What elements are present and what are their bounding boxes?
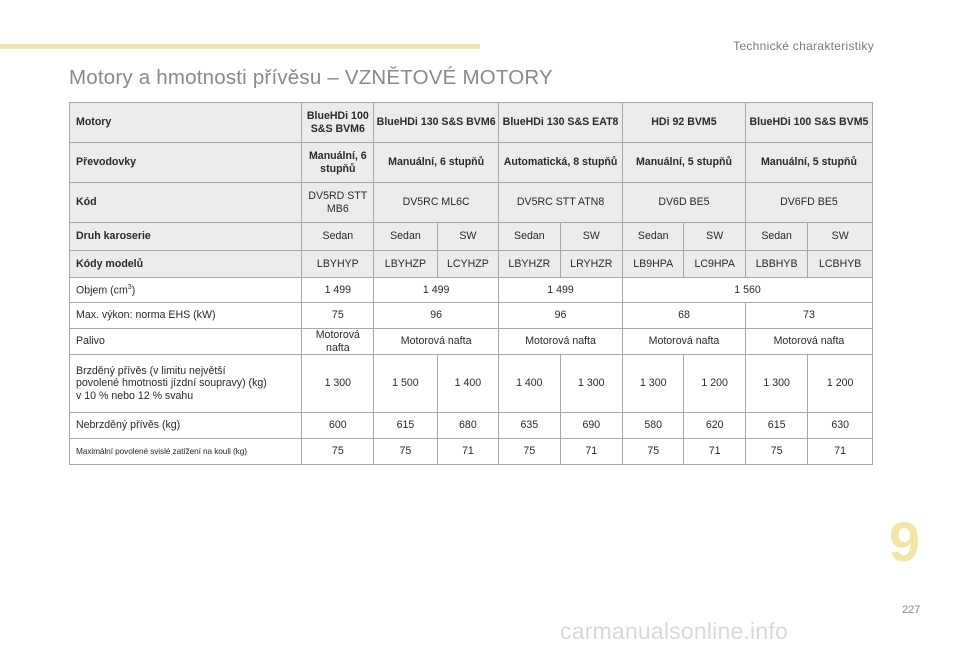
- engine-header: BlueHDi 130 S&S EAT8: [499, 103, 623, 143]
- row-motory: [70, 103, 873, 143]
- cell-braked: 1 500: [374, 355, 437, 413]
- cell-body: SW: [560, 223, 622, 251]
- cell-unbraked: 580: [623, 413, 684, 439]
- cell-unbraked: 680: [437, 413, 498, 439]
- cell-model-code: LCYHZP: [437, 251, 498, 278]
- row-palivo: [70, 329, 873, 355]
- cell-ball-load: 71: [560, 439, 622, 465]
- row-prevodovky: [70, 143, 873, 183]
- cell-braked: 1 200: [684, 355, 745, 413]
- cell-gearbox: Manuální, 6 stupňů: [374, 143, 499, 183]
- cell-braked: 1 300: [302, 355, 374, 413]
- cell-body: Sedan: [302, 223, 374, 251]
- section-title: Technické charakteristiky: [733, 39, 874, 53]
- watermark: carmanualsonline.info: [560, 618, 788, 644]
- cell-braked: 1 300: [745, 355, 807, 413]
- cell-model-code: LRYHZR: [560, 251, 622, 278]
- top-accent-bar: [0, 44, 480, 49]
- label-palivo: Palivo: [70, 329, 302, 355]
- label-brzdeny: Brzděný přívěs (v limitu největší povolené hmotnosti jízdní soupravy) (kg) v 10 % nebo 12 % svahu: [70, 355, 302, 413]
- cell-braked: 1 400: [437, 355, 498, 413]
- cell-displacement: 1 499: [302, 278, 374, 303]
- cell-model-code: LBYHYP: [302, 251, 374, 278]
- cell-ball-load: 75: [499, 439, 560, 465]
- cell-fuel: Motorová nafta: [499, 329, 623, 355]
- row-kod: [70, 183, 873, 223]
- cell-model-code: LBBHYB: [745, 251, 807, 278]
- cell-model-code: LBYHZP: [374, 251, 437, 278]
- cell-braked: 1 300: [560, 355, 622, 413]
- label-vykon: Max. výkon: norma EHS (kW): [70, 303, 302, 329]
- cell-gearbox: Manuální, 5 stupňů: [745, 143, 872, 183]
- cell-displacement: 1 499: [374, 278, 499, 303]
- cell-ball-load: 71: [808, 439, 873, 465]
- label-karoserie: Druh karoserie: [70, 223, 302, 251]
- cell-body: Sedan: [745, 223, 807, 251]
- cell-model-code: LC9HPA: [684, 251, 745, 278]
- cell-ball-load: 75: [623, 439, 684, 465]
- cell-displacement: 1 560: [623, 278, 873, 303]
- cell-power: 96: [374, 303, 499, 329]
- cell-body: Sedan: [374, 223, 437, 251]
- cell-fuel: Motorová nafta: [374, 329, 499, 355]
- engine-spec-table: [69, 102, 873, 465]
- cell-unbraked: 635: [499, 413, 560, 439]
- cell-body: SW: [437, 223, 498, 251]
- cell-power: 75: [302, 303, 374, 329]
- row-karoserie: [70, 223, 873, 251]
- cell-body: SW: [808, 223, 873, 251]
- cell-ball-load: 71: [437, 439, 498, 465]
- row-zatizeni: [70, 439, 873, 465]
- engine-header: BlueHDi 100 S&S BVM6: [302, 103, 374, 143]
- label-kod: Kód: [70, 183, 302, 223]
- cell-braked: 1 400: [499, 355, 560, 413]
- row-kody-modelu: [70, 251, 873, 278]
- chapter-number: 9: [889, 510, 921, 573]
- cell-code: DV5RC STT ATN8: [499, 183, 623, 223]
- page-number: 227: [902, 604, 921, 616]
- row-brzdeny: [70, 355, 873, 413]
- cell-displacement: 1 499: [499, 278, 623, 303]
- cell-unbraked: 620: [684, 413, 745, 439]
- engine-header: HDi 92 BVM5: [623, 103, 746, 143]
- row-nebrzdeny: [70, 413, 873, 439]
- cell-ball-load: 75: [745, 439, 807, 465]
- label-nebrzdeny: Nebrzděný přívěs (kg): [70, 413, 302, 439]
- label-prevodovky: Převodovky: [70, 143, 302, 183]
- cell-body: SW: [684, 223, 745, 251]
- cell-unbraked: 600: [302, 413, 374, 439]
- label-motory: Motory: [70, 103, 302, 143]
- cell-fuel: Motorová nafta: [302, 329, 374, 355]
- cell-gearbox: Automatická, 8 stupňů: [499, 143, 623, 183]
- cell-code: DV6D BE5: [623, 183, 746, 223]
- cell-model-code: LB9HPA: [623, 251, 684, 278]
- cell-ball-load: 71: [684, 439, 745, 465]
- cell-code: DV5RC ML6C: [374, 183, 499, 223]
- cell-power: 96: [499, 303, 623, 329]
- cell-code: DV5RD STT MB6: [302, 183, 374, 223]
- cell-unbraked: 615: [374, 413, 437, 439]
- cell-fuel: Motorová nafta: [623, 329, 746, 355]
- engine-header: BlueHDi 100 S&S BVM5: [745, 103, 872, 143]
- cell-body: Sedan: [623, 223, 684, 251]
- cell-unbraked: 615: [745, 413, 807, 439]
- cell-ball-load: 75: [302, 439, 374, 465]
- row-objem: [70, 278, 873, 303]
- cell-gearbox: Manuální, 6 stupňů: [302, 143, 374, 183]
- cell-braked: 1 300: [623, 355, 684, 413]
- cell-gearbox: Manuální, 5 stupňů: [623, 143, 746, 183]
- cell-power: 68: [623, 303, 746, 329]
- cell-braked: 1 200: [808, 355, 873, 413]
- label-zatizeni: Maximální povolené svislé zatížení na kouli (kg): [70, 439, 302, 465]
- cell-power: 73: [745, 303, 872, 329]
- cell-model-code: LCBHYB: [808, 251, 873, 278]
- cell-code: DV6FD BE5: [745, 183, 872, 223]
- cell-unbraked: 630: [808, 413, 873, 439]
- cell-body: Sedan: [499, 223, 560, 251]
- cell-unbraked: 690: [560, 413, 622, 439]
- engine-header: BlueHDi 130 S&S BVM6: [374, 103, 499, 143]
- label-objem: Objem $(cm^3)$: [70, 278, 302, 303]
- cell-fuel: Motorová nafta: [745, 329, 872, 355]
- row-vykon: [70, 303, 873, 329]
- cell-ball-load: 75: [374, 439, 437, 465]
- label-kody-modelu: Kódy modelů: [70, 251, 302, 278]
- cell-model-code: LBYHZR: [499, 251, 560, 278]
- page-title: Motory a hmotnosti přívěsu – VZNĚTOVÉ MOTORY: [69, 66, 553, 89]
